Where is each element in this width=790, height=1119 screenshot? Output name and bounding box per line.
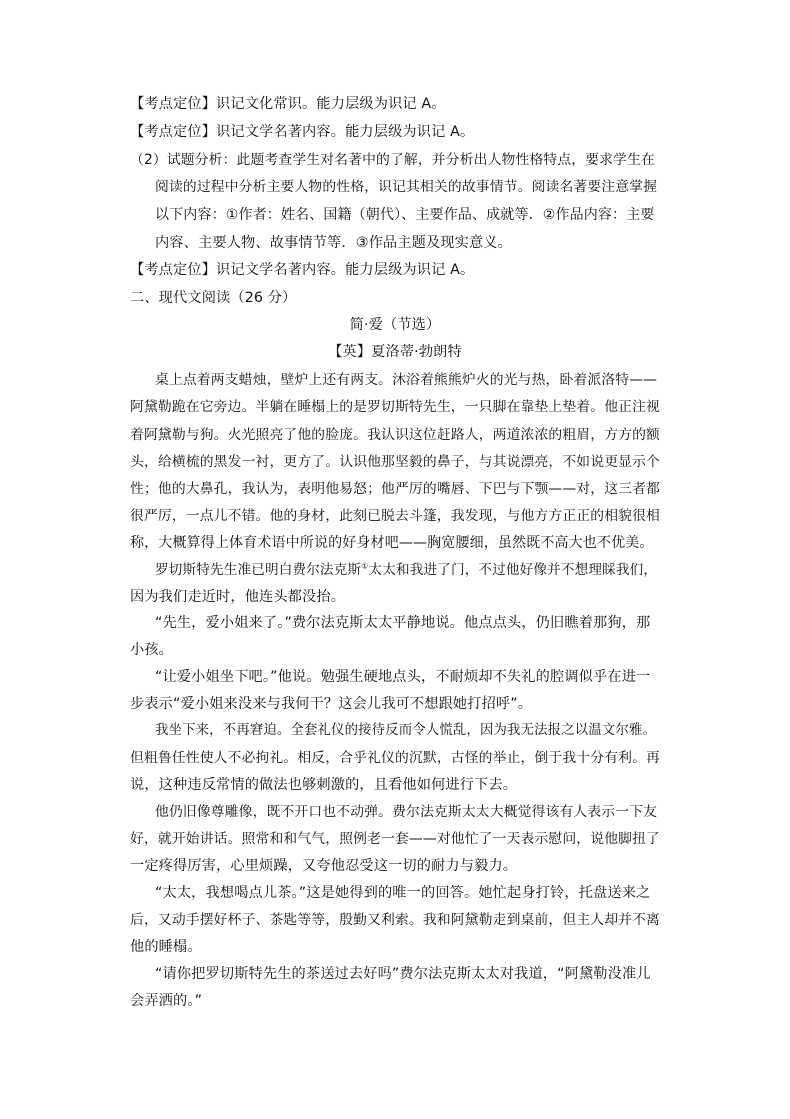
paragraph-line: 他仍旧像尊雕像，既不开口也不动弹。费尔法克斯太太大概觉得该有人表示一下友 (155, 804, 658, 820)
paragraph-line: 后，又动手摆好杯子、茶匙等等，殷勤又利索。我和阿黛勒走到桌前，但主人却并不离 (130, 912, 660, 928)
section-heading: 二、现代文阅读（26 分） (130, 290, 297, 306)
paragraph-text: 罗切斯特先生准已明白费尔法克斯 (155, 562, 362, 578)
passage-author: 【英】夏洛蒂·勃朗特 (328, 344, 462, 360)
paragraph-line: 性；他的大鼻孔，我认为，表明他易怒；他严厉的嘴唇、下巴与下颚——对，这三者都 (130, 481, 660, 497)
paragraph-line: 说，这种违反常情的做法也够刺激的，且看他如何进行下去。 (130, 777, 518, 793)
paragraph-line: 很严厉，一点儿不错。他的身材，此刻已脱去斗篷，我发现，与他方方正正的相貌很相 (130, 508, 660, 524)
paragraph-line: “先生，爱小姐来了。”费尔法克斯太太平静地说。他点点头，仍旧瞧着那狗，那 (155, 615, 651, 631)
footnote-marker: ① (361, 561, 369, 571)
paragraph-line: 但粗鲁任性使人不必拘礼。相反，合乎礼仪的沉默，古怪的举止，倒于我十分有利。再 (130, 750, 660, 766)
paragraph-line: 一定疼得厉害，心里烦躁，又夸他忍受这一切的耐力与毅力。 (130, 858, 518, 874)
paragraph-line: 我坐下来，不再窘迫。全套礼仪的接待反而令人慌乱，因为我无法报之以温文尔雅。 (155, 723, 657, 738)
analysis-line: 以下内容：①作者：姓名、国籍（朝代）、主要作品、成就等．②作品内容：主要 (155, 207, 655, 223)
passage-title: 简·爱（节选） (349, 317, 441, 333)
kaodian-line-3: 【考点定位】识记文学名著内容。能力层级为识记 A。 (130, 262, 475, 278)
kaodian-line-2: 【考点定位】识记文学名著内容。能力层级为识记 A。 (130, 124, 475, 140)
paragraph-line: 着阿黛勒与狗。火光照亮了他的脸庞。我认识这位赶路人，两道浓浓的粗眉，方方的额 (130, 427, 660, 443)
paragraph-line: 阿黛勒跪在它旁边。半躺在睡榻上的是罗切斯特先生，一只脚在靠垫上垫着。他正注视 (130, 399, 660, 415)
paragraph-line: “请你把罗切斯特先生的茶送过去好吗”费尔法克斯太太对我道，“阿黛勒没准儿 (155, 966, 651, 982)
paragraph-line: 头，给横梳的黑发一衬，更方了。认识他那坚毅的鼻子，与其说漂亮，不如说更显示个 (130, 454, 660, 470)
analysis-line: 阅读的过程中分析主要人物的性格，识记其相关的故事情节。阅读名著要注意掌握 (155, 179, 658, 195)
paragraph-line: 因为我们走近时，他连头都没抬。 (130, 589, 346, 605)
paragraph-line: 他的睡榻。 (130, 939, 202, 955)
paragraph-line: “太太，我想喝点儿茶。”这是她得到的唯一的回答。她忙起身打铃，托盘送来之 (155, 885, 651, 901)
paragraph-line: 好，就开始讲话。照常和和气气，照例老一套——对他忙了一天表示慰问，说他脚扭了 (130, 831, 660, 847)
paragraph-line (155, 560, 657, 580)
paragraph-line: “让爱小姐坐下吧。”他说。勉强生硬地点头，不耐烦却不失礼的腔调似乎在进一 (155, 669, 651, 685)
paragraph-line: 会弄洒的。” (130, 993, 203, 1009)
paragraph-line: 桌上点着两支蜡烛，壁炉上还有两支。沐浴着熊熊炉火的光与热，卧着派洛特—— (155, 372, 658, 388)
paragraph-line: 步表示“爱小姐来没来与我何干？这会儿我可不想跟她打招呼”。 (130, 696, 533, 712)
paragraph-line: 小孩。 (130, 642, 174, 658)
analysis-line: （2）试题分析：此题考查学生对名著中的了解，并分析出人物性格特点，要求学生在 (130, 152, 655, 168)
paragraph-text: 太太和我进了门，不过他好像并不想理睬我们， (368, 562, 658, 578)
paragraph-line: 称，大概算得上体育术语中所说的好身材吧——胸宽腰细，虽然既不高大也不优美。 (130, 535, 654, 551)
kaodian-line-1: 【考点定位】识记文化常识。能力层级为识记 A。 (130, 96, 446, 112)
analysis-line: 内容、主要人物、故事情节等．③作品主题及现实意义。 (155, 235, 512, 251)
